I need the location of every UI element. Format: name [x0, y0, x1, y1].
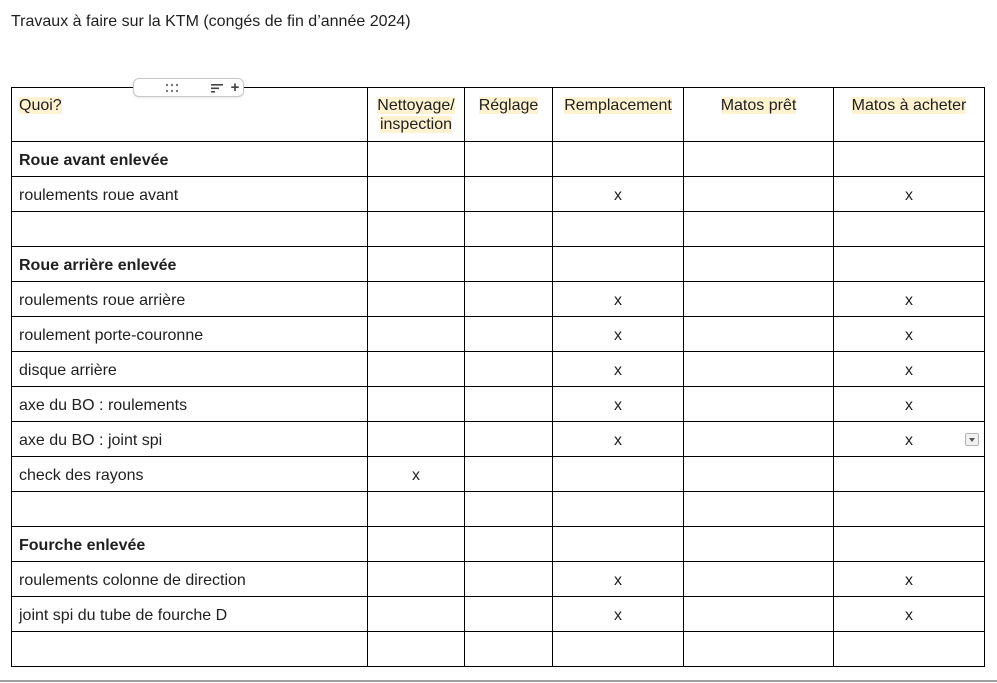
cell-remplacement[interactable]: [553, 527, 684, 562]
task-label: axe du BO : joint spi: [19, 432, 163, 449]
task-label: roulement porte-couronne: [19, 327, 204, 344]
cell-matos-a-acheter[interactable]: [834, 247, 985, 282]
cell-nettoyage[interactable]: [368, 422, 465, 457]
sort-icon[interactable]: [210, 82, 224, 94]
row-label-cell[interactable]: [12, 597, 368, 632]
row-label-cell[interactable]: [12, 352, 368, 387]
header-cell-reglage[interactable]: [465, 88, 553, 142]
table-toolbar: [133, 78, 244, 97]
task-label: joint spi du tube de fourche D: [19, 607, 228, 624]
cell-remplacement[interactable]: [553, 212, 684, 247]
header-cell-matos-a-acheter[interactable]: [834, 88, 985, 142]
cell-nettoyage[interactable]: [368, 212, 465, 247]
row-label-cell[interactable]: [12, 527, 368, 562]
table-row: [12, 177, 985, 212]
cell-reglage[interactable]: [465, 597, 553, 632]
cell-reglage[interactable]: [465, 247, 553, 282]
cell-matos-a-acheter[interactable]: x: [834, 422, 985, 457]
table-row: [12, 282, 985, 317]
work-table: [11, 87, 985, 667]
cell-nettoyage[interactable]: [368, 492, 465, 527]
cell-matos-pret[interactable]: [684, 142, 834, 177]
cell-matos-a-acheter[interactable]: [834, 212, 985, 247]
row-label-cell[interactable]: [12, 142, 368, 177]
cell-matos-pret[interactable]: [684, 422, 834, 457]
section-label: Roue avant enlevée: [19, 152, 169, 169]
cell-matos-pret[interactable]: [684, 597, 834, 632]
cell-reglage[interactable]: [465, 527, 553, 562]
cell-reglage[interactable]: [465, 632, 553, 667]
cell-nettoyage[interactable]: [368, 527, 465, 562]
table-row: [12, 212, 985, 247]
cell-matos-a-acheter[interactable]: x: [834, 597, 985, 632]
row-label-cell[interactable]: [12, 492, 368, 527]
page-bottom-rule: [0, 680, 997, 682]
task-label: axe du BO : roulements: [19, 397, 188, 414]
cell-matos-a-acheter[interactable]: x: [834, 317, 985, 352]
table-row: [12, 457, 985, 492]
header-cell-matos-pret[interactable]: [684, 88, 834, 142]
task-label: roulements roue arrière: [19, 292, 186, 309]
cell-matos-a-acheter[interactable]: [834, 492, 985, 527]
table-row: [12, 597, 985, 632]
cell-nettoyage[interactable]: [368, 177, 465, 212]
cell-matos-a-acheter[interactable]: [834, 457, 985, 492]
cell-matos-pret[interactable]: [684, 492, 834, 527]
cell-matos-pret[interactable]: [684, 177, 834, 212]
cell-remplacement[interactable]: x: [553, 562, 684, 597]
cell-nettoyage[interactable]: [368, 247, 465, 282]
cell-matos-pret[interactable]: [684, 632, 834, 667]
cell-matos-a-acheter[interactable]: x: [834, 562, 985, 597]
row-label-cell[interactable]: [12, 387, 368, 422]
table-row: [12, 422, 985, 457]
cell-remplacement[interactable]: x: [553, 317, 684, 352]
cell-reglage[interactable]: [465, 142, 553, 177]
header-label-remplacement: Remplacement: [564, 97, 672, 114]
cell-reglage[interactable]: [465, 457, 553, 492]
cell-nettoyage[interactable]: [368, 387, 465, 422]
table-row: [12, 247, 985, 282]
cell-remplacement[interactable]: [553, 142, 684, 177]
task-label: disque arrière: [19, 362, 117, 379]
cell-reglage[interactable]: [465, 562, 553, 597]
drag-handle-icon[interactable]: [164, 82, 180, 94]
cell-remplacement[interactable]: [553, 247, 684, 282]
cell-reglage[interactable]: [465, 317, 553, 352]
table-row: [12, 527, 985, 562]
header-cell-nettoyage[interactable]: [368, 88, 465, 142]
row-label-cell[interactable]: [12, 282, 368, 317]
cell-matos-pret[interactable]: [684, 317, 834, 352]
row-label-cell[interactable]: [12, 562, 368, 597]
table-row: [12, 562, 985, 597]
cell-matos-pret[interactable]: [684, 387, 834, 422]
cell-nettoyage[interactable]: [368, 352, 465, 387]
header-label-nettoyage: Nettoyage/ inspection: [377, 97, 455, 133]
cell-reglage[interactable]: [465, 422, 553, 457]
cell-reglage[interactable]: [465, 492, 553, 527]
table-row: [12, 492, 985, 527]
cell-remplacement[interactable]: [553, 492, 684, 527]
header-label-matos-a-acheter: Matos à acheter: [851, 97, 967, 114]
task-label: roulements colonne de direction: [19, 572, 246, 589]
cell-nettoyage[interactable]: [368, 282, 465, 317]
cell-remplacement[interactable]: x: [553, 177, 684, 212]
add-icon[interactable]: +: [230, 79, 240, 96]
cell-remplacement[interactable]: x: [553, 282, 684, 317]
cell-nettoyage[interactable]: [368, 317, 465, 352]
table-row: [12, 632, 985, 667]
cell-matos-a-acheter[interactable]: x: [834, 282, 985, 317]
cell-remplacement[interactable]: [553, 632, 684, 667]
cell-reglage[interactable]: [465, 352, 553, 387]
document-title: Travaux à faire sur la KTM (congés de fin d’année 2024): [11, 13, 411, 30]
header-cell-remplacement[interactable]: [553, 88, 684, 142]
cell-matos-a-acheter[interactable]: [834, 142, 985, 177]
header-label-matos-pret: Matos prêt: [720, 97, 797, 114]
cell-matos-a-acheter[interactable]: x: [834, 177, 985, 212]
cell-matos-pret[interactable]: [684, 212, 834, 247]
cell-nettoyage[interactable]: [368, 142, 465, 177]
row-label-cell[interactable]: [12, 632, 368, 667]
cell-matos-pret[interactable]: [684, 562, 834, 597]
cell-matos-pret[interactable]: [684, 247, 834, 282]
row-label-cell[interactable]: [12, 457, 368, 492]
table-row: [12, 387, 985, 422]
cell-matos-pret[interactable]: [684, 527, 834, 562]
table-row: [12, 142, 985, 177]
task-label: roulements roue avant: [19, 187, 179, 204]
table-row: [12, 352, 985, 387]
table-body: [12, 142, 985, 667]
cell-matos-a-acheter[interactable]: x: [834, 352, 985, 387]
cell-reglage[interactable]: [465, 282, 553, 317]
cell-remplacement[interactable]: [553, 457, 684, 492]
cell-reglage[interactable]: [465, 177, 553, 212]
cell-nettoyage[interactable]: x: [368, 457, 465, 492]
section-label: Fourche enlevée: [19, 537, 146, 554]
cell-remplacement[interactable]: x: [553, 387, 684, 422]
row-label-cell[interactable]: [12, 317, 368, 352]
table-row: [12, 317, 985, 352]
cell-matos-pret[interactable]: [684, 457, 834, 492]
cell-reglage[interactable]: [465, 387, 553, 422]
cell-nettoyage[interactable]: [368, 562, 465, 597]
header-label-quoi: Quoi?: [19, 97, 62, 114]
row-label-cell[interactable]: [12, 422, 368, 457]
section-label: Roue arrière enlevée: [19, 257, 177, 274]
cell-matos-pret[interactable]: [684, 352, 834, 387]
cell-nettoyage[interactable]: [368, 597, 465, 632]
cell-matos-a-acheter[interactable]: [834, 527, 985, 562]
row-label-cell[interactable]: [12, 212, 368, 247]
row-label-cell[interactable]: [12, 247, 368, 282]
cell-remplacement[interactable]: x: [553, 352, 684, 387]
cell-remplacement[interactable]: x: [553, 597, 684, 632]
row-dropdown-icon[interactable]: [965, 433, 979, 446]
cell-remplacement[interactable]: x: [553, 422, 684, 457]
cell-reglage[interactable]: [465, 212, 553, 247]
cell-matos-a-acheter[interactable]: [834, 632, 985, 667]
row-label-cell[interactable]: [12, 177, 368, 212]
cell-nettoyage[interactable]: [368, 632, 465, 667]
cell-matos-a-acheter[interactable]: x: [834, 387, 985, 422]
header-label-reglage: Réglage: [478, 97, 539, 114]
cell-matos-pret[interactable]: [684, 282, 834, 317]
task-label: check des rayons: [19, 467, 144, 484]
